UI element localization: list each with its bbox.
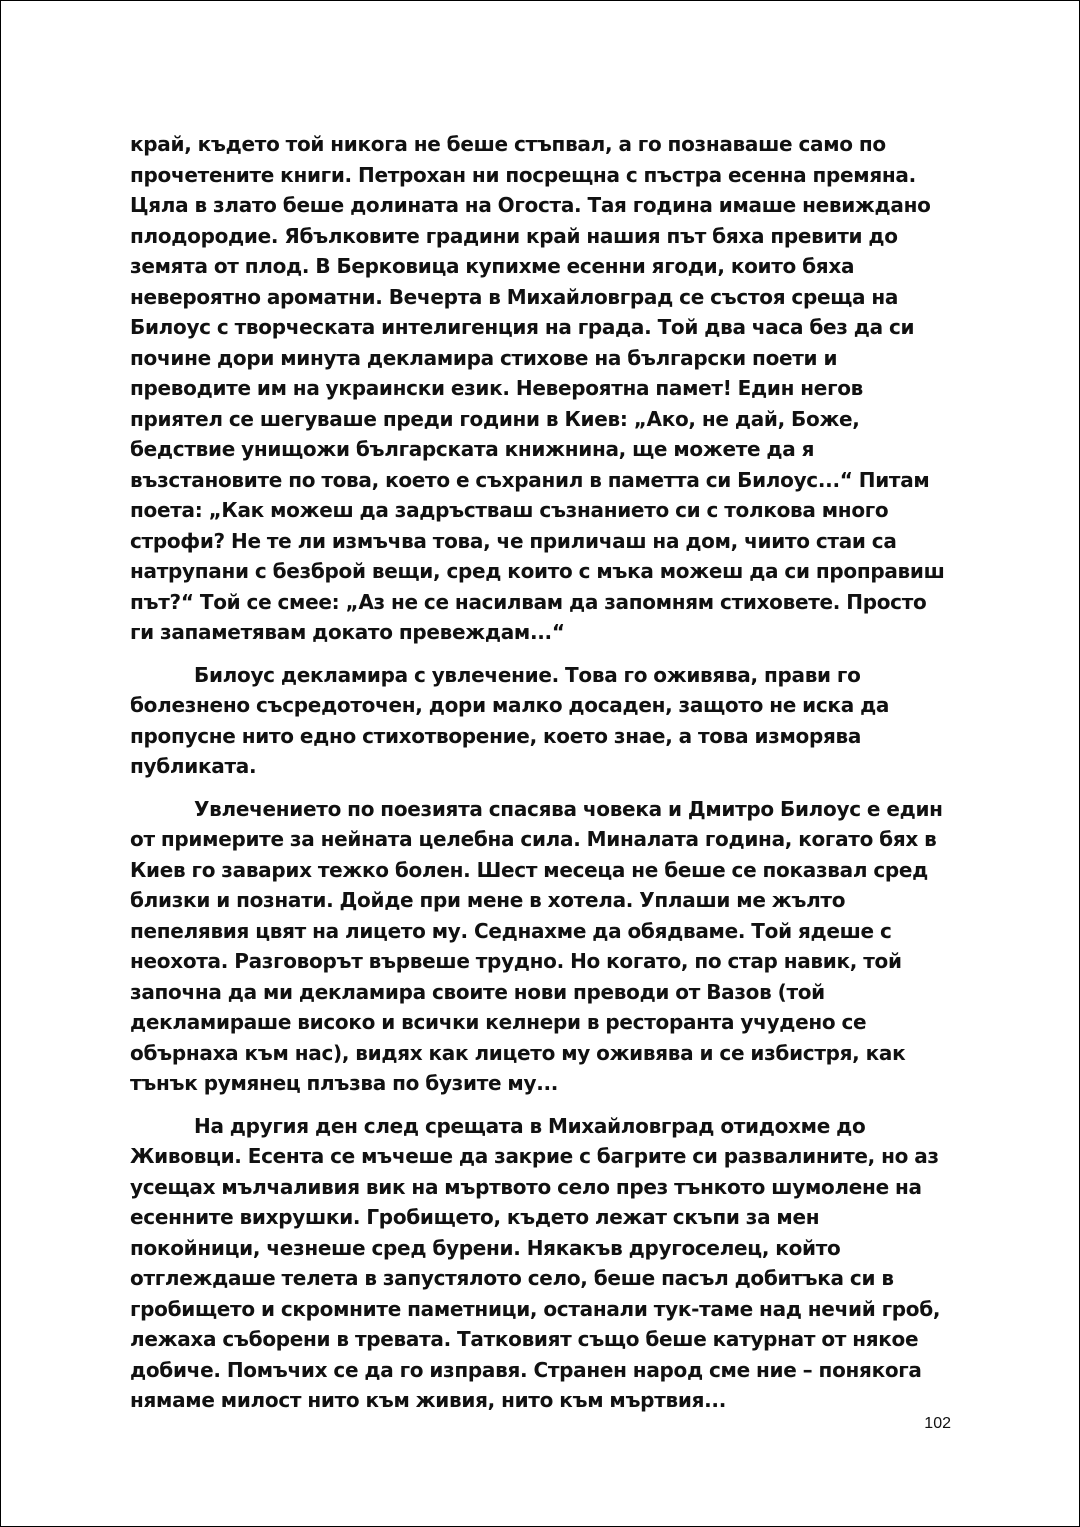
paragraph-4: На другия ден след срещата в Михайловград отидохме до Живовци. Есента се мъчеше да закрие с багрите си развалините, но аз усещах мълчаливия вик на мъртвото село през тънкото шумолене на есенните вихрушки. Гробището, където лежат скъпи за мен покойници, чезнеше сред бурени. Някакъв другоселец, който отглеждаше телета в запустялото село, беше пасъл добитъка си в гробището и скромните паметници, останали тук-таме над нечий гроб, лежаха съборени в тревата. Татковият също беше катурнат от някое добиче. Помъчих се да го изправя. Странен народ сме ние – понякога нямаме милост нито към живия, нито към мъртвия... bbox=[130, 1113, 941, 1412]
body-text bbox=[130, 129, 952, 1428]
paragraph-1: край, където той никога не беше стъпвал, а го познаваше само по прочетените книги. Петрохан ни посрещна с пъстра есенна премяна. Цяла в злато беше долината на Огоста. Тая година имаше невиждано плодородие. Ябълковите градини край нашия път бяха превити до земята от плод. В Берковица купихме есенни ягоди, които бяха невероятно ароматни. Вечерта в Михайловград се състоя среща на Билоус с творческата интелигенция на града. Той два часа без да си почине дори минута декламира стихове на български поети и преводите им на украински език. Невероятна памет! Един негов приятел се шегуваше преди години в Киев: „Ако, не дай, Боже, бедствие унищожи българската книжнина, ще можете да я възстановите по това, което е съхранил в паметта си Билоус...“ Питам поета: „Как можеш да задръстваш съзнанието си с толкова много строфи? Не те ли измъчва това, че приличаш на дом, чиито стаи са натрупани с безброй вещи, сред които с мъка можеш да си проправиш път?“ Той се смее: „Аз не се насилвам да запомням стиховете. Просто ги запаметявам докато превеждам...“ bbox=[130, 132, 945, 644]
page-number: 102 bbox=[924, 1415, 951, 1432]
paragraph-3: Увлечението по поезията спасява човека и Дмитро Билоус е един от примерите за нейната целебна сила. Миналата година, когато бях в Киев го заварих тежко болен. Шест месеца не беше се показвал сред близки и познати. Дойде при мене в хотела. Уплаши ме жълто пепелявия цвят на лицето му. Седнахме да обядваме. Той ядеше с неохота. Разговорът вървеше трудно. Но когато, по стар навик, той започна да ми декламира своите нови преводи от Вазов (той декламираше високо и всички келнери в ресторанта учудено се обърнаха към нас), видях как лицето му оживява и се избистря, как тънък румянец плъзва по бузите му... bbox=[130, 796, 943, 1095]
paragraph-2: Билоус декламира с увлечение. Това го оживява, прави го болезнено съсредоточен, дори малко досаден, защото не иска да пропусне нито едно стихотворение, което знае, а това изморява публиката. bbox=[130, 662, 890, 778]
